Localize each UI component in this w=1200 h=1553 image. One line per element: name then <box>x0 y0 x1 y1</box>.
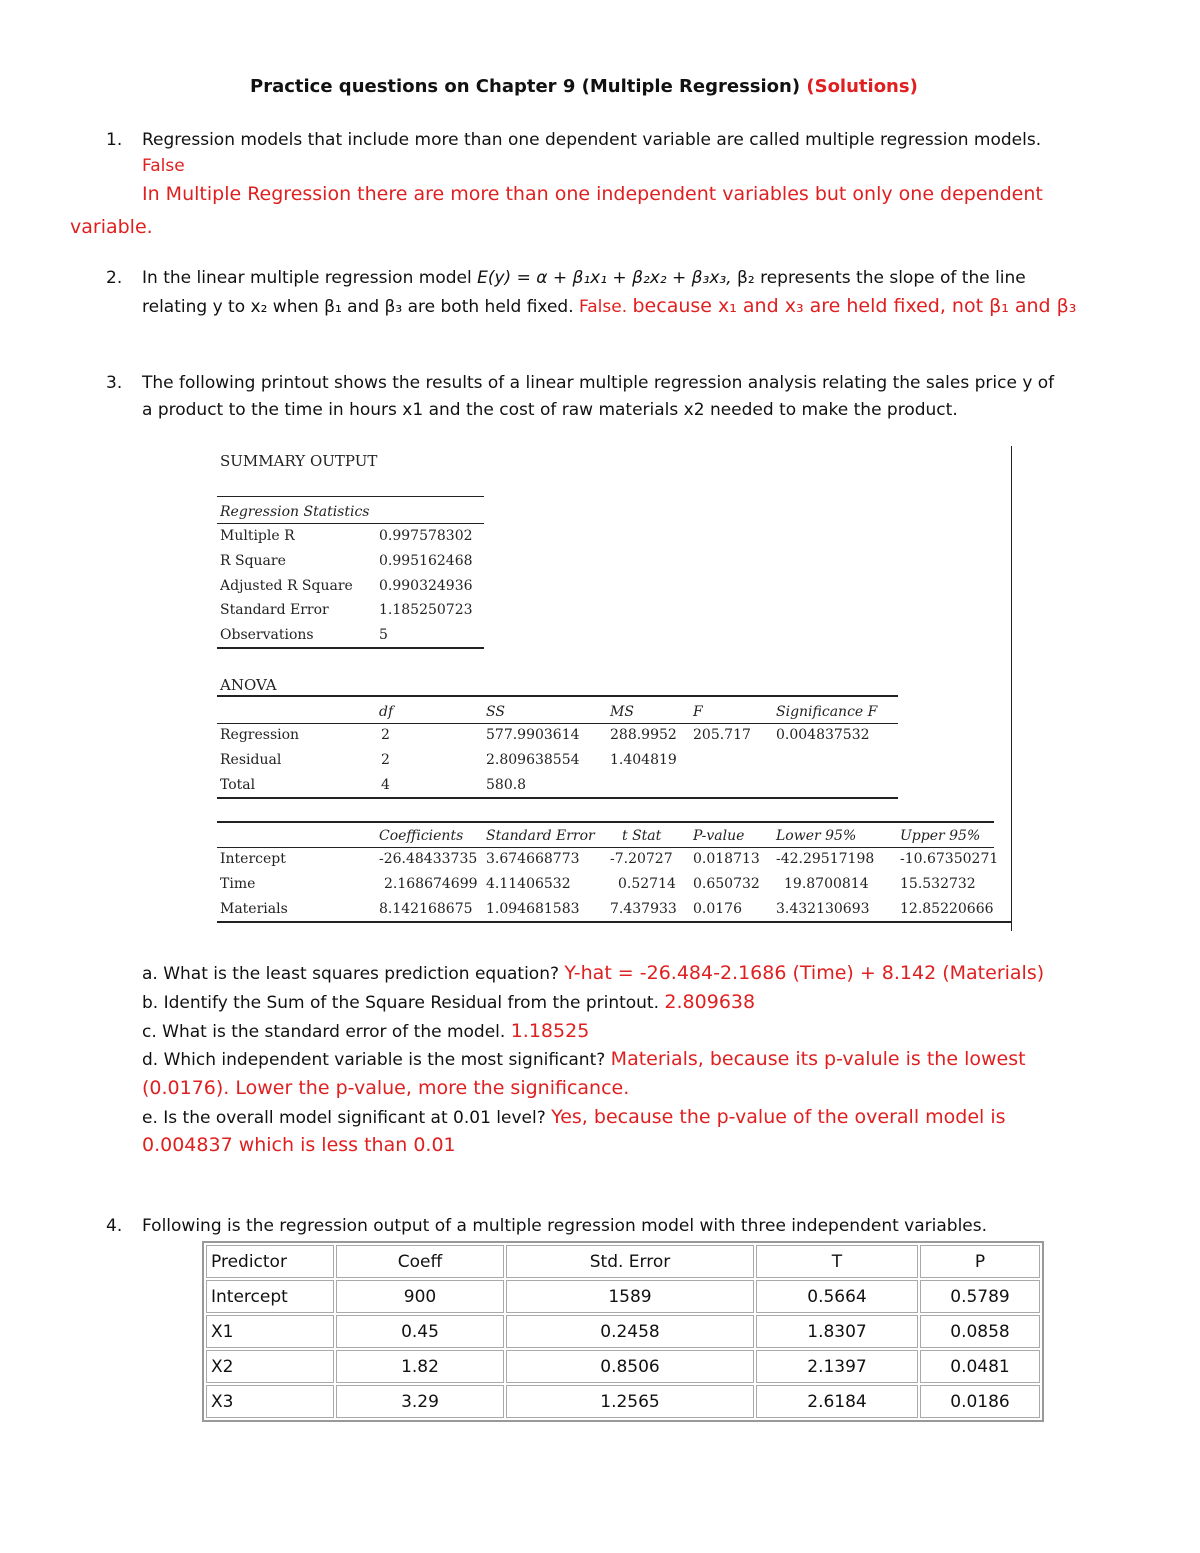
coef-header <box>693 828 744 844</box>
coef-cell: 0.018713 <box>693 851 760 867</box>
table-cell: 2.6184 <box>756 1385 918 1418</box>
coef-cell: 19.8700814 <box>784 876 869 892</box>
anova-header <box>486 704 505 720</box>
table-cell: 1.82 <box>336 1350 504 1383</box>
coef-cell: 12.85220666 <box>900 901 994 917</box>
q2-line2-text: relating y to x₂ when β₁ and β₃ are both held fixed. <box>142 297 574 317</box>
anova-cell: 288.9952 <box>610 727 677 743</box>
coef-header-lower: Lower 95% <box>776 828 857 844</box>
anova-cell: 580.8 <box>486 777 527 793</box>
table-cell: 3.29 <box>336 1385 504 1418</box>
q3d-answer-line2: (0.0176). Lower the p-value, more the significance. <box>142 1077 630 1099</box>
anova-cell: Total <box>220 777 256 793</box>
q3e <box>142 1103 1006 1132</box>
coef-cell: 0.0176 <box>693 901 742 917</box>
coef-cell: -10.67350271 <box>900 851 999 867</box>
table-row <box>206 1315 1040 1348</box>
coef-cell: 3.432130693 <box>776 901 870 917</box>
reg-stats-header-text: Regression Statistics <box>220 504 370 520</box>
table-cell: 1589 <box>506 1280 754 1313</box>
coef-header-p-value: P-value <box>693 828 745 844</box>
table-header: T <box>756 1245 918 1278</box>
coef-top-rule <box>217 821 994 823</box>
coef-cell: Materials <box>220 901 288 917</box>
coef-cell: 1.094681583 <box>486 901 580 917</box>
table-header: Predictor <box>206 1245 334 1278</box>
q1-answer: False <box>142 156 185 176</box>
q3a-answer: Y-hat = -26.484-2.1686 (Time) + 8.142 (Materials) <box>564 962 1045 984</box>
anova-header <box>776 704 877 720</box>
q3a <box>142 959 1044 988</box>
table-row <box>206 1350 1040 1383</box>
q3b <box>142 988 755 1017</box>
q2-line1 <box>142 264 1026 292</box>
anova-cell: 4 <box>381 777 390 793</box>
table-cell: 1.8307 <box>756 1315 918 1348</box>
anova-header-f: F <box>693 704 703 720</box>
table-cell: 0.45 <box>336 1315 504 1348</box>
q4-text: Following is the regression output of a multiple regression model with three independent variables. <box>142 1216 988 1236</box>
summary-right-border <box>1011 446 1012 931</box>
q3d-question: d. Which independent variable is the most significant? <box>142 1050 606 1070</box>
table-cell: 1.2565 <box>506 1385 754 1418</box>
anova-header <box>693 704 703 720</box>
q1-text: Regression models that include more than one dependent variable are called multiple regression models. <box>142 130 1042 150</box>
reg-stat-value: 0.990324936 <box>379 578 473 594</box>
coef-cell: 4.11406532 <box>486 876 571 892</box>
table-cell: 0.5664 <box>756 1280 918 1313</box>
coef-cell: 15.532732 <box>900 876 976 892</box>
coef-header-std-error: Standard Error <box>486 828 595 844</box>
coef-cell: 0.52714 <box>618 876 676 892</box>
anova-header <box>379 704 393 720</box>
reg-stats-header <box>220 504 370 520</box>
q3c-answer: 1.18525 <box>510 1020 590 1042</box>
table-cell: 900 <box>336 1280 504 1313</box>
table-header: P <box>920 1245 1040 1278</box>
table-cell: X3 <box>206 1385 334 1418</box>
coef-cell: -26.48433735 <box>379 851 478 867</box>
q3c-question: c. What is the standard error of the model. <box>142 1022 506 1042</box>
table-cell: Intercept <box>206 1280 334 1313</box>
reg-stat-value: 0.997578302 <box>379 528 473 544</box>
coef-header <box>622 828 661 844</box>
anova-header-sigf: Significance F <box>776 704 878 720</box>
coef-cell: 8.142168675 <box>379 901 473 917</box>
coef-cell: -7.20727 <box>610 851 673 867</box>
q1-explanation-line2: variable. <box>70 216 153 238</box>
table-cell: 2.1397 <box>756 1350 918 1383</box>
table-row <box>206 1385 1040 1418</box>
coef-cell: 7.437933 <box>610 901 677 917</box>
anova-header <box>610 704 634 720</box>
q2-line2 <box>142 292 1076 321</box>
table-cell: 0.0481 <box>920 1350 1040 1383</box>
page-title <box>250 76 918 97</box>
reg-stat-label: Standard Error <box>220 602 329 618</box>
table-cell: 0.0858 <box>920 1315 1040 1348</box>
anova-top-rule <box>217 695 898 697</box>
coef-header-t-stat: t Stat <box>622 828 662 844</box>
q3b-question: b. Identify the Sum of the Square Residual from the printout. <box>142 993 660 1013</box>
anova-header-rule <box>217 723 898 724</box>
table-cell: 0.2458 <box>506 1315 754 1348</box>
reg-stat-value: 0.995162468 <box>379 553 473 569</box>
reg-stat-label: Multiple R <box>220 528 295 544</box>
q2-explanation: because x₁ and x₃ are held fixed, not β₁ and β₃ <box>632 295 1077 317</box>
coef-header <box>379 828 463 844</box>
table-cell: X1 <box>206 1315 334 1348</box>
table-header: Std. Error <box>506 1245 754 1278</box>
table-cell: 0.0186 <box>920 1385 1040 1418</box>
coef-header <box>900 828 980 844</box>
coef-cell: 3.674668773 <box>486 851 580 867</box>
q4-table <box>202 1241 1044 1422</box>
q1-number: 1. <box>106 130 123 150</box>
q3e-question: e. Is the overall model significant at 0.01 level? <box>142 1108 546 1128</box>
q3d-answer-line1: Materials, because its p-valule is the lowest <box>610 1048 1026 1070</box>
table-cell: 0.8506 <box>506 1350 754 1383</box>
coef-bottom-rule <box>217 921 1012 923</box>
q3d <box>142 1045 1026 1074</box>
reg-stat-label: R Square <box>220 553 286 569</box>
coef-cell: 2.168674699 <box>384 876 478 892</box>
q3a-question: a. What is the least squares prediction equation? <box>142 964 560 984</box>
reg-stats-header-rule <box>217 523 484 524</box>
q3c <box>142 1017 589 1046</box>
coef-cell: Intercept <box>220 851 286 867</box>
q2-model: E(y) = α + β₁x₁ + β₂x₂ + β₃x₃, <box>477 268 732 288</box>
title-solutions: (Solutions) <box>806 76 918 97</box>
q3e-answer-line2: 0.004837 which is less than 0.01 <box>142 1134 456 1156</box>
q3b-answer: 2.809638 <box>664 991 756 1013</box>
anova-cell: 205.717 <box>693 727 751 743</box>
table-row <box>206 1280 1040 1313</box>
q1-explanation-line1: In Multiple Regression there are more than one independent variables but only one dependent <box>142 183 1043 205</box>
coef-header-rule <box>217 847 994 848</box>
reg-stats-bottom-rule <box>217 647 484 649</box>
coef-header-coefficients: Coefficients <box>379 828 464 844</box>
anova-cell: Regression <box>220 727 300 743</box>
anova-cell: 2 <box>381 752 390 768</box>
q3-line1: The following printout shows the results of a linear multiple regression analysis relating the sales price y of <box>142 373 1055 393</box>
reg-stat-value: 5 <box>379 627 388 643</box>
anova-header-ss: SS <box>486 704 505 720</box>
table-header-row <box>206 1245 1040 1278</box>
q2-line1-b: β₂ represents the slope of the line <box>731 268 1026 288</box>
table-cell: 0.5789 <box>920 1280 1040 1313</box>
reg-stat-label: Observations <box>220 627 314 643</box>
anova-bottom-rule <box>217 797 898 799</box>
summary-title: SUMMARY OUTPUT <box>220 452 378 470</box>
reg-stat-label: Adjusted R Square <box>220 578 353 594</box>
anova-cell: 2.809638554 <box>486 752 580 768</box>
anova-cell: 577.9903614 <box>486 727 580 743</box>
anova-cell: 2 <box>381 727 390 743</box>
anova-header-df: df <box>379 704 394 720</box>
reg-stats-top-rule <box>217 496 484 497</box>
reg-stat-value: 1.185250723 <box>379 602 473 618</box>
coef-header-upper: Upper 95% <box>900 828 981 844</box>
coef-cell: Time <box>220 876 256 892</box>
q4-number: 4. <box>106 1216 123 1236</box>
q2-answer: False. <box>579 297 628 317</box>
anova-header-ms: MS <box>610 704 634 720</box>
q2-line1-a: In the linear multiple regression model <box>142 268 478 288</box>
table-header: Coeff <box>336 1245 504 1278</box>
coef-cell: 0.650732 <box>693 876 760 892</box>
q3e-answer-line1: Yes, because the p-value of the overall model is <box>551 1106 1006 1128</box>
anova-title: ANOVA <box>220 676 277 694</box>
coef-cell: -42.29517198 <box>776 851 875 867</box>
anova-cell: 0.004837532 <box>776 727 870 743</box>
anova-cell: Residual <box>220 752 282 768</box>
q2-number: 2. <box>106 268 123 288</box>
q3-line2: a product to the time in hours x1 and the cost of raw materials x2 needed to make the product. <box>142 400 958 420</box>
title-main: Practice questions on Chapter 9 (Multiple Regression) <box>250 76 801 97</box>
table-cell: X2 <box>206 1350 334 1383</box>
coef-header <box>776 828 856 844</box>
coef-header <box>486 828 595 844</box>
anova-cell: 1.404819 <box>610 752 677 768</box>
q3-number: 3. <box>106 373 123 393</box>
